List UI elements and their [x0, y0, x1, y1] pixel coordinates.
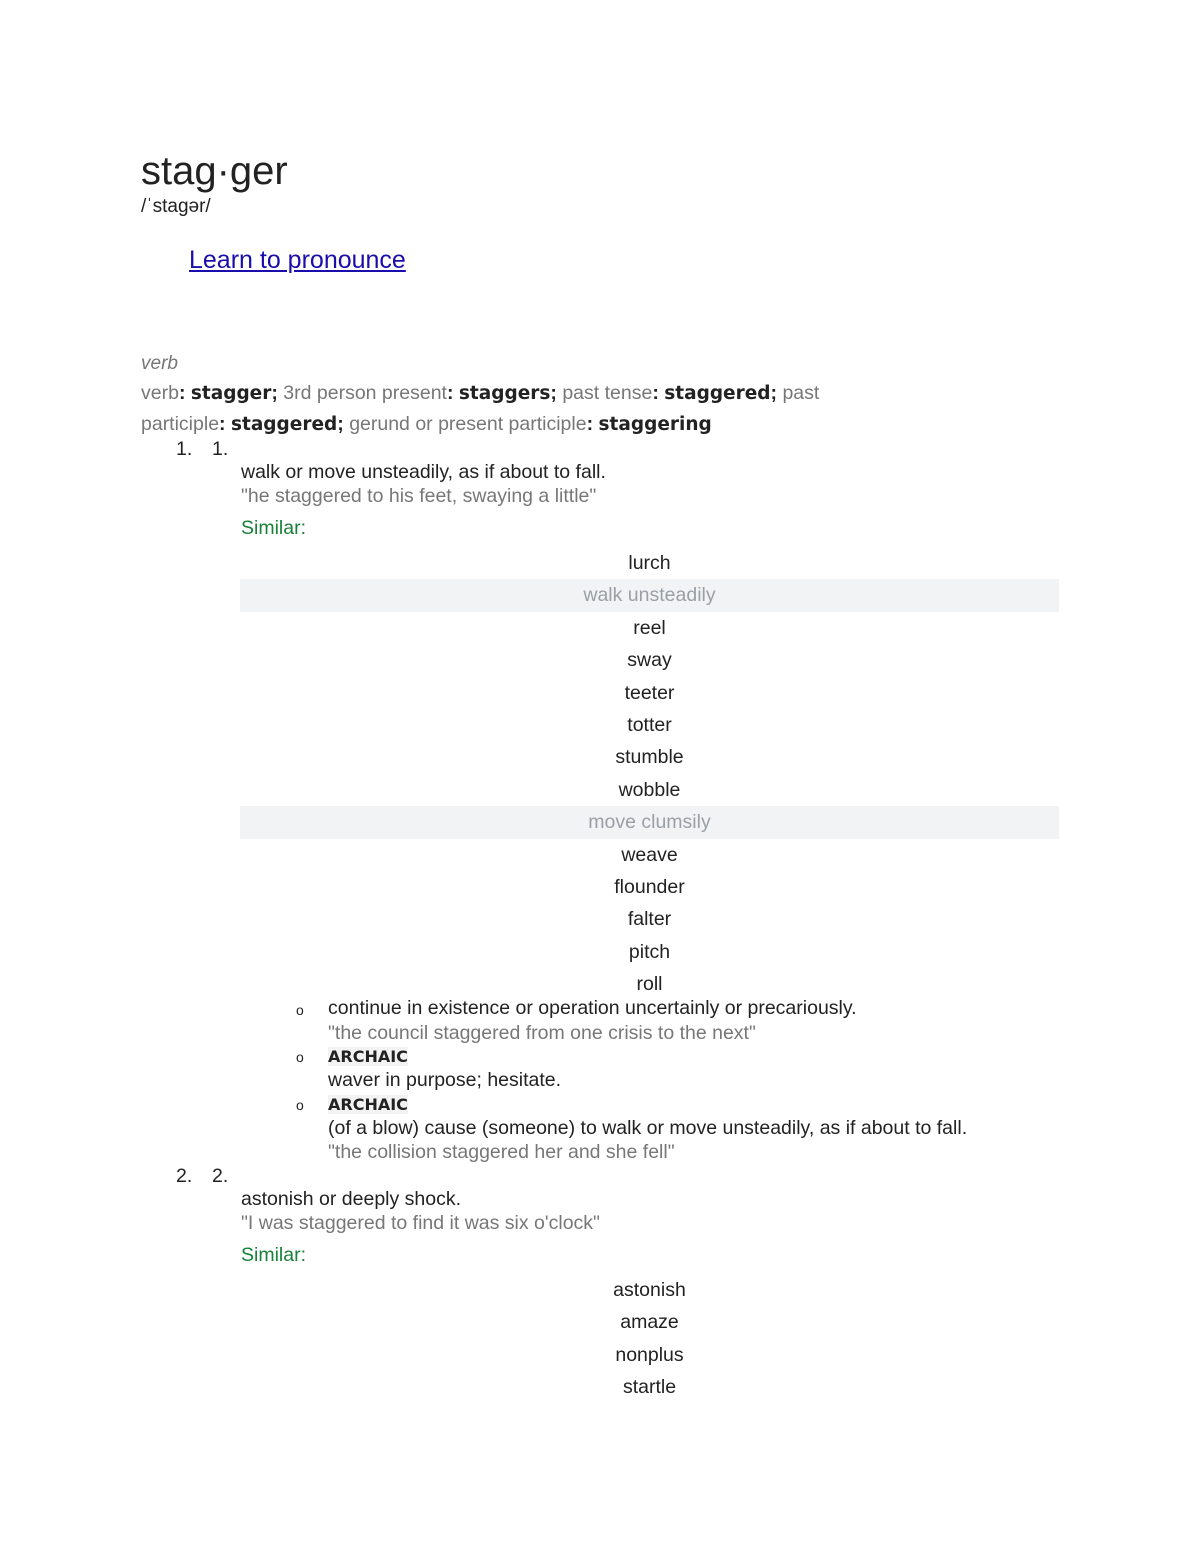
gerund-form: staggering: [598, 414, 712, 435]
synonym-chip[interactable]: wobble: [618, 778, 681, 801]
subsense-1-definition: continue in existence or operation uncertainly or precariously.: [328, 997, 857, 1019]
sense-2-inner-number: 2.: [212, 1165, 229, 1187]
sense-1-outer-number: 1.: [176, 438, 193, 460]
sense-1-inner-number: 1.: [212, 438, 229, 460]
synonym-chip[interactable]: teeter: [624, 681, 675, 704]
sense-2-example: "I was staggered to find it was six o'clock": [241, 1212, 600, 1234]
past-participle-label-1: past: [782, 382, 820, 404]
synonym-chip[interactable]: sway: [627, 649, 672, 672]
synonym-chip[interactable]: amaze: [620, 1311, 679, 1334]
synonym-chip[interactable]: roll: [636, 973, 663, 996]
subsense-3-example: "the collision staggered her and she fell": [328, 1141, 675, 1163]
bullet-icon: o: [296, 1097, 304, 1113]
synonym-chip[interactable]: reel: [633, 616, 666, 639]
subsense-1-example: "the council staggered from one crisis to the next": [328, 1022, 756, 1044]
learn-to-pronounce-link[interactable]: Learn to pronounce: [189, 246, 406, 274]
synonym-chip[interactable]: lurch: [628, 552, 671, 574]
past-tense-form: staggered: [664, 383, 771, 404]
sense-2-similar-label: Similar:: [241, 1244, 307, 1266]
synonym-chip[interactable]: totter: [627, 713, 672, 736]
headword: stag·ger: [141, 149, 288, 193]
gerund-label: gerund or present participle: [349, 413, 587, 435]
sense-2-definition: astonish or deeply shock.: [241, 1188, 462, 1210]
sense-1-number: [176, 437, 248, 461]
verb-form: stagger: [190, 383, 272, 404]
verb-label: verb: [141, 382, 179, 404]
bullet-icon: o: [296, 1002, 304, 1018]
synonym-chip[interactable]: walk unsteadily: [240, 579, 1059, 611]
synonym-chip[interactable]: pitch: [628, 940, 671, 963]
synonym-chip[interactable]: falter: [627, 908, 672, 931]
past-participle-label-2: participle: [141, 413, 220, 435]
sense-2-outer-number: 2.: [176, 1165, 193, 1187]
past-tense-label: past tense: [562, 382, 653, 404]
third-person-label: 3rd person present: [283, 382, 447, 404]
subsense-2-definition: waver in purpose; hesitate.: [328, 1069, 562, 1091]
synonym-chip[interactable]: nonplus: [615, 1343, 684, 1366]
synonym-chip[interactable]: stumble: [615, 746, 684, 769]
sense-1-similar-label: Similar:: [241, 517, 307, 539]
past-participle-form: staggered: [230, 414, 338, 435]
part-of-speech: verb: [141, 353, 178, 374]
phonetic-transcription: /ˈstaɡər/: [141, 196, 211, 217]
synonym-chip[interactable]: flounder: [614, 875, 685, 898]
synonym-chip[interactable]: startle: [622, 1376, 677, 1399]
synonym-chip[interactable]: astonish: [613, 1279, 686, 1301]
sense-2-number: [176, 1164, 248, 1188]
bullet-icon: o: [296, 1049, 304, 1065]
subsense-3-definition: (of a blow) cause (someone) to walk or move unsteadily, as if about to fall.: [328, 1117, 968, 1139]
archaic-label: ARCHAIC: [328, 1047, 408, 1066]
sense-2-synonym-list: [240, 1274, 1059, 1404]
third-person-form: staggers: [458, 383, 551, 404]
synonym-chip[interactable]: weave: [621, 843, 678, 866]
subsense-3-label: [328, 1092, 408, 1117]
verb-forms: verb: stagger; 3rd person present: staggers; past tense: staggered; past participle: staggered; gerund or present participle: staggering: [141, 382, 820, 435]
sense-1-example: "he staggered to his feet, swaying a little": [241, 485, 597, 507]
archaic-label: ARCHAIC: [328, 1095, 408, 1114]
synonym-chip[interactable]: move clumsily: [240, 806, 1059, 838]
subsense-2-label: [328, 1044, 408, 1069]
sense-1-synonym-list: [240, 547, 1059, 1000]
sense-1-definition: walk or move unsteadily, as if about to fall.: [241, 461, 606, 483]
